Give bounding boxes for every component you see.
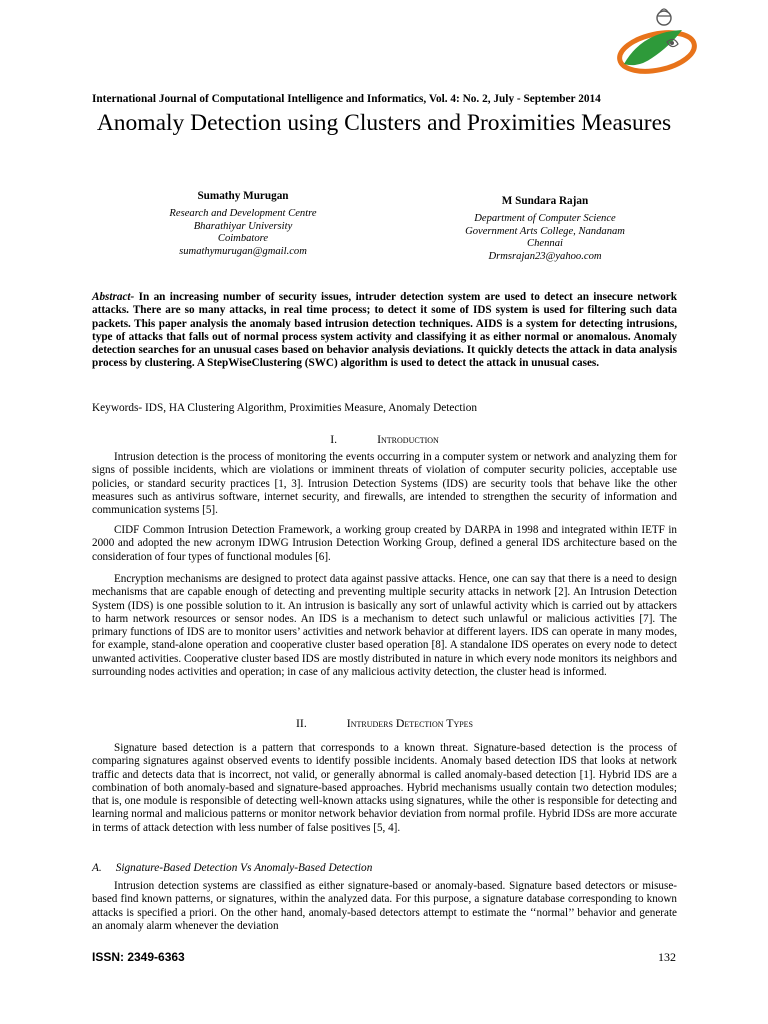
author-city: Coimbatore bbox=[217, 233, 269, 245]
section-heading bbox=[92, 432, 677, 447]
body-paragraph: Intrusion detection is the process of monitoring the events occurring in a computer system or network and analyzing them for signs of possible incidents, which are violations or imminent threats of violation of computer security policies, acceptable use policies, or standard security practices [1, 3]. Intrusion Detection Systems (IDS) are security tools that behave like the other measures such as antivirus software, internet security, and firewalls, are intended to strengthen the security of information and communication systems [5]. bbox=[92, 451, 677, 517]
section-number: II. bbox=[295, 716, 307, 730]
author-institution: Government Arts College, Nandanam bbox=[465, 225, 625, 237]
abstract-text: In an increasing number of security issues, intruder detection system are used to detect an insecure network attacks. There are so many attacks, in real time process; to detect it some of IDS system is used for filtering such data packets. This paper analysis the anomaly based intrusion detection techniques. AIDS is a system for detecting intrusions, type of attacks that falls out of normal process system activity and classifying it as either normal or anomalous. Anomaly detection searches for an unusual cases based on behavior analysis deviations. It quickly detects the attack in data analysis process by clustering. A StepWiseClustering (SWC) algorithm is used to detect the attack in unusual cases. bbox=[92, 291, 677, 370]
author-email: Drmsrajan23@yahoo.com bbox=[488, 250, 602, 262]
author-city: Chennai bbox=[527, 238, 563, 250]
author-institution: Bharathiyar University bbox=[193, 220, 293, 232]
keywords: Keywords- IDS, HA Clustering Algorithm, Proximities Measure, Anomaly Detection bbox=[92, 402, 477, 414]
subsection-heading bbox=[92, 862, 677, 874]
page-number: 132 bbox=[658, 950, 676, 964]
author-block bbox=[118, 190, 368, 258]
section-title: Introduction bbox=[377, 432, 439, 446]
abstract-label: Abstract- bbox=[92, 291, 135, 303]
subsection-letter: A. bbox=[92, 862, 102, 874]
body-paragraph: Encryption mechanisms are designed to protect data against passive attacks. Hence, one can say that there is a need to design mechanisms that are capable enough of detecting and preventing multiple security attacks in network [2]. An Intrusion Detection System (IDS) is one possible solution to it. An intrusion is basically any sort of unlawful activity which is carried out by attackers to harm network resources or sensor nodes. An IDS is a mechanism to detect such unlawful or malicious activities [7]. The primary functions of IDS are to monitor users’ activities and network behavior at different layers. IDS can operate in many modes, for example, stand-alone operation and cooperative cluster based operation [8]. A standalone IDS operates on every node to detect unwanted activities. Cooperative cluster based IDS are mostly distributed in nature in which every node monitors its neighbors and surrounding nodes activities and operation; in case of any malicious activity detection, the cluster head is informed. bbox=[92, 573, 677, 679]
author-name: Sumathy Murugan bbox=[197, 190, 289, 202]
section-heading bbox=[92, 716, 677, 731]
subsection-title: Signature-Based Detection Vs Anomaly-Based Detection bbox=[115, 862, 373, 874]
body-paragraph: Signature based detection is a pattern that corresponds to a known threat. Signature-based detection is the process of comparing signatures against observed events to identify possible incidents. Anomaly based detection IDS that looks at network traffic and detects data that is incorrect, not valid, or generally abnormal is called anomaly-based detection [1]. Hybrid IDS are a combination of both anomaly-based and signature-based approaches. Hybrid mechanisms usually contain two detection modules; that is, one module is responsible of detecting well-known attacks using signatures, while the other is responsible for detecting and learning normal and malicious patterns or monitor network behavior deviation from normal profile. Hybrid IDSs are more accurate in terms of attack detection with less number of false positives [5, 4]. bbox=[92, 742, 677, 834]
section-title: Intruders Detection Types bbox=[346, 716, 474, 730]
author-department: Department of Computer Science bbox=[474, 213, 616, 225]
abstract bbox=[92, 291, 677, 371]
section-number: I. bbox=[330, 432, 338, 446]
journal-emblem-icon bbox=[612, 2, 702, 86]
issn-footer: ISSN: 2349-6363 bbox=[92, 950, 185, 964]
author-name: M Sundara Rajan bbox=[501, 195, 589, 207]
journal-header: International Journal of Computational Intelligence and Informatics, Vol. 4: No. 2, July - September 2014 bbox=[92, 93, 601, 105]
body-paragraph: Intrusion detection systems are classified as either signature-based or anomaly-based. Signature based detectors or misuse-based find known patterns, or signatures, within the analyzed data. For this purpose, a signature database corresponding to known attacks is specified a priori. On the other hand, anomaly-based detectors attempt to estimate the ‘‘normal’’ behavior and generate an anomaly alarm whenever the deviation bbox=[92, 880, 677, 932]
paper-title: Anomaly Detection using Clusters and Proximities Measures bbox=[96, 110, 672, 136]
author-department: Research and Development Centre bbox=[169, 208, 317, 220]
author-email: sumathymurugan@gmail.com bbox=[179, 245, 307, 257]
author-block bbox=[420, 195, 670, 263]
body-paragraph: CIDF Common Intrusion Detection Framework, a working group created by DARPA in 1998 and integrated within IETF in 2000 and adopted the new acronym IDWG Intrusion Detection Working Group, defined a general IDS architecture based on the consideration of four types of functional modules [6]. bbox=[92, 524, 677, 563]
